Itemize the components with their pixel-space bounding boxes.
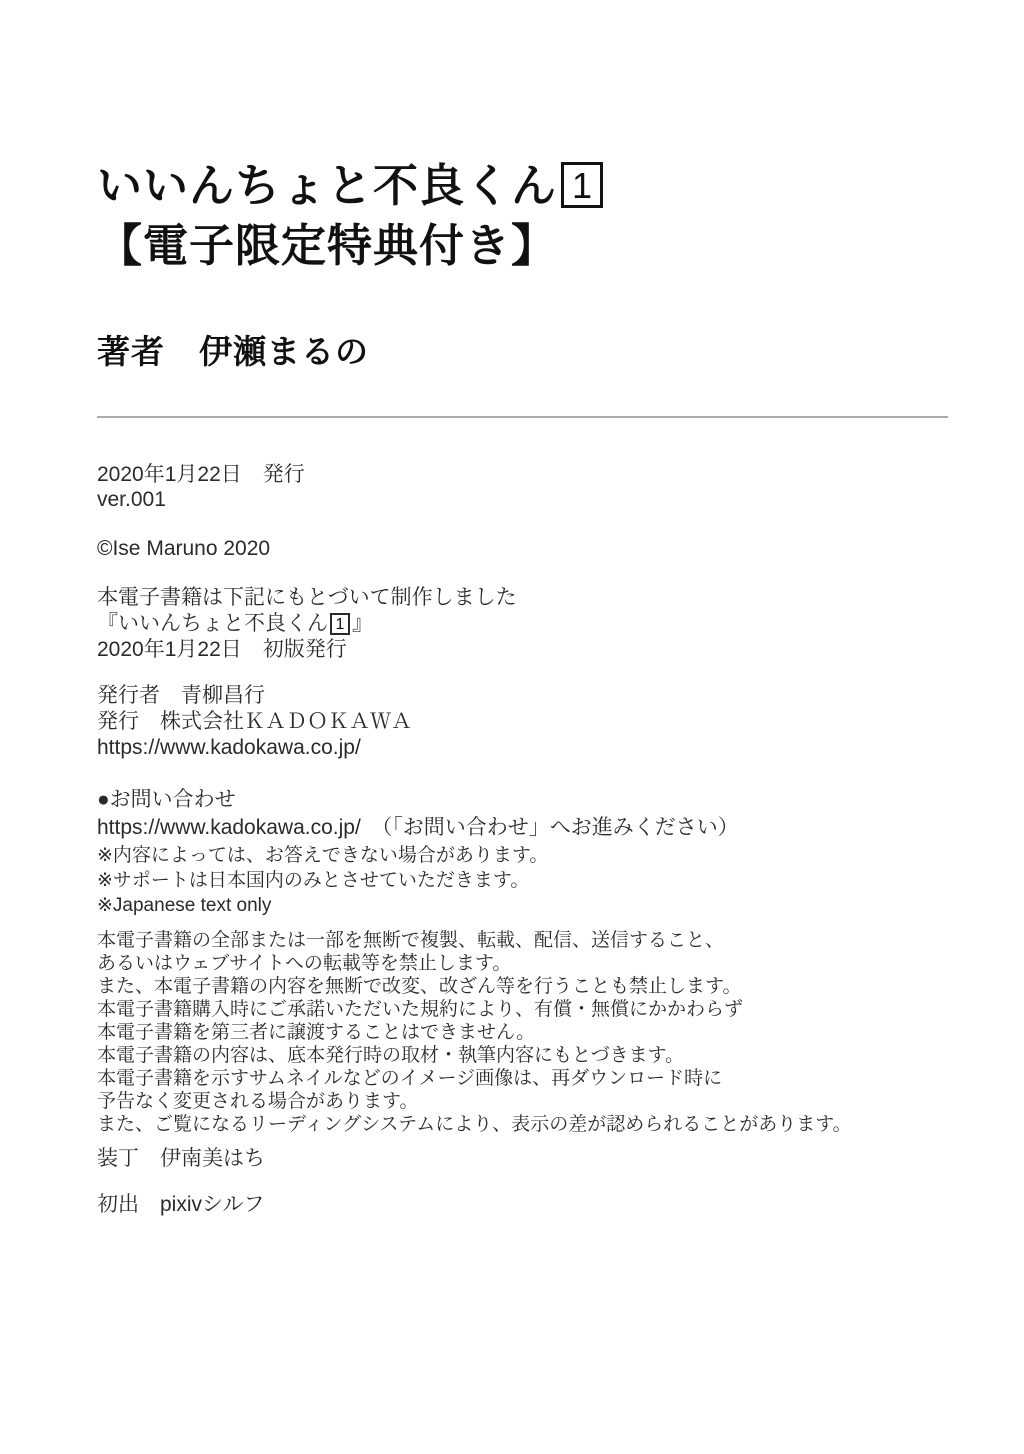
volume-1-badge-small: 1 xyxy=(330,613,350,635)
publisher-person: 発行者 青柳昌行 xyxy=(97,684,265,707)
design-credit: 装丁 伊南美はち xyxy=(97,1147,265,1170)
first-publication-block xyxy=(97,1192,265,1217)
contact-heading: ●お問い合わせ xyxy=(97,788,236,811)
legal-line: あるいはウェブサイトへの転載等を禁止します。 xyxy=(97,953,512,974)
author-line: 著者 伊瀬まるの xyxy=(97,333,369,370)
legal-line: 本電子書籍の全部または一部を無断で複製、転載、配信、送信すること、 xyxy=(97,930,725,951)
book-title-text: いいんちょと不良くん xyxy=(97,160,558,211)
legal-line: また、ご覧になるリーディングシステムにより、表示の差が認められることがあります。 xyxy=(97,1114,852,1135)
source-edition-block xyxy=(97,585,517,663)
contact-block xyxy=(97,786,739,918)
source-book-title-suffix: 』 xyxy=(352,612,373,635)
publication-block xyxy=(97,462,305,512)
contact-note: ※サポートは日本国内のみとさせていただきます。 xyxy=(97,870,530,891)
publisher-website-url: https://www.kadokawa.co.jp/ xyxy=(97,736,361,759)
book-title-line1 xyxy=(97,156,603,216)
contact-url: https://www.kadokawa.co.jp/ （「お問い合わせ」へお進みください） xyxy=(97,816,739,839)
version-number: ver.001 xyxy=(97,488,166,511)
book-title xyxy=(97,156,603,276)
design-credit-block xyxy=(97,1146,265,1171)
legal-line: 本電子書籍の内容は、底本発行時の取材・執筆内容にもとづきます。 xyxy=(97,1045,685,1066)
legal-line: 本電子書籍を第三者に譲渡することはできません。 xyxy=(97,1022,536,1043)
book-title-line2: 【電子限定特典付き】 xyxy=(97,220,558,271)
divider-rule xyxy=(97,416,948,418)
first-edition-date: 2020年1月22日 初版発行 xyxy=(97,638,347,661)
legal-line: 予告なく変更される場合があります。 xyxy=(97,1091,419,1112)
legal-line: 本電子書籍購入時にご承諾いただいた規約により、有償・無償にかかわらず xyxy=(97,999,744,1020)
contact-note: ※内容によっては、お答えできない場合があります。 xyxy=(97,845,549,866)
copyright-notice: ©Ise Maruno 2020 xyxy=(97,537,271,560)
publication-date: 2020年1月22日 発行 xyxy=(97,463,305,486)
source-intro: 本電子書籍は下記にもとづいて制作しました xyxy=(97,586,517,609)
publisher-company: 発行 株式会社ＫＡＤＯＫＡＷＡ xyxy=(97,710,412,733)
source-book-title-prefix: 『いいんちょと不良くん xyxy=(97,612,328,635)
source-book-title xyxy=(97,611,517,637)
legal-notice-block xyxy=(97,929,852,1136)
copyright-block xyxy=(97,536,270,561)
volume-1-badge: 1 xyxy=(561,162,603,208)
contact-note: ※Japanese text only xyxy=(97,895,272,916)
legal-line: 本電子書籍を示すサムネイルなどのイメージ画像は、再ダウンロード時に xyxy=(97,1068,723,1089)
first-publication-credit: 初出 pixivシルフ xyxy=(97,1193,265,1216)
legal-line: また、本電子書籍の内容を無断で改変、改ざん等を行うことも禁止します。 xyxy=(97,976,742,997)
publisher-block xyxy=(97,683,412,761)
